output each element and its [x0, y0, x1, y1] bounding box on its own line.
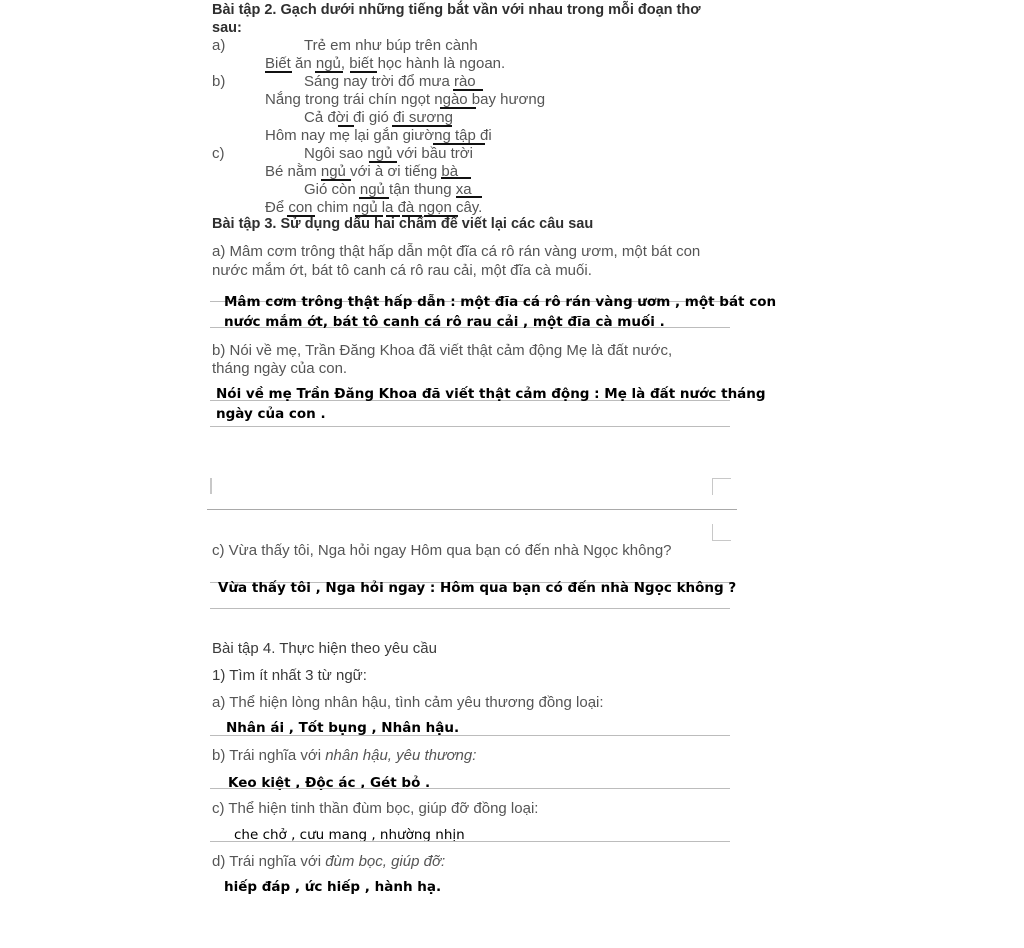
- poem-c-line4: Để con chim ngủ la đà ngọn cây.: [265, 199, 483, 216]
- answer-line: [210, 608, 730, 609]
- ex4-subtitle: 1) Tìm ít nhất 3 từ ngữ:: [212, 667, 367, 684]
- ex2-b-label: b): [212, 73, 226, 90]
- handwritten-underline: [315, 71, 343, 73]
- answer-line: [210, 788, 730, 789]
- handwritten-underline: [453, 89, 483, 91]
- poem-c-line1: Ngôi sao ngủ với bầu trời: [304, 145, 473, 162]
- answer-line: [210, 841, 730, 842]
- handwritten-underline: [440, 107, 476, 109]
- crop-mark: [712, 478, 731, 495]
- ex2-a-label: a): [212, 37, 226, 54]
- ex4-c-answer: che chở , cưu mang , nhường nhịn: [234, 827, 465, 843]
- poem-b-line2: Nắng trong trái chín ngọt ngào bay hương: [265, 91, 546, 108]
- handwritten-underline: [369, 161, 397, 163]
- handwritten-underline: [265, 71, 292, 73]
- ex3-c-answer: Vừa thấy tôi , Nga hỏi ngay : Hôm qua bạn có đến nhà Ngọc không ?: [218, 580, 737, 596]
- handwritten-underline: [456, 196, 482, 198]
- handwritten-underline: [433, 143, 485, 145]
- poem-a-line2: Biết ăn ngủ, biết học hành là ngoan.: [265, 55, 506, 72]
- poem-b-line4: Hôm nay mẹ lại gắn giường tập đi: [265, 127, 492, 144]
- ex3-b-question-line1: b) Nói về mẹ, Trần Đăng Khoa đã viết thật cảm động Mẹ là đất nước,: [212, 342, 673, 359]
- ex4-title: Bài tập 4. Thực hiện theo yêu cầu: [212, 640, 437, 657]
- ex3-b-answer-line2: ngày của con .: [216, 406, 326, 422]
- handwritten-underline: [350, 71, 377, 73]
- handwritten-underline: [392, 125, 452, 127]
- ex4-b-answer: Keo kiệt , Độc ác , Gét bỏ .: [228, 775, 431, 791]
- ex3-b-answer-line1: Nói về mẹ Trần Đăng Khoa đã viết thật cảm động : Mẹ là đất nước tháng: [216, 386, 766, 402]
- ex2-c-label: c): [212, 145, 225, 162]
- ex4-b-question: b) Trái nghĩa với nhân hậu, yêu thương:: [212, 747, 477, 764]
- ex3-a-answer-line1: Mâm cơm trông thật hấp dẫn : một đĩa cá rô rán vàng ươm , một bát con: [224, 294, 777, 310]
- ex3-b-question-line2: tháng ngày của con.: [212, 360, 348, 377]
- ex3-a-question-line2: nước mắm ớt, bát tô canh cá rô rau cải, một đĩa cà muối.: [212, 262, 592, 279]
- ex3-a-question-line1: a) Mâm cơm trông thật hấp dẫn một đĩa cá rô rán vàng ươm, một bát con: [212, 243, 701, 260]
- poem-a-line1: Trẻ em như búp trên cành: [304, 37, 478, 54]
- answer-line: [210, 426, 730, 427]
- poem-b-line1: Sáng nay trời đổ mưa rào: [304, 73, 476, 90]
- ex3-c-question: c) Vừa thấy tôi, Nga hỏi ngay Hôm qua bạn có đến nhà Ngọc không?: [212, 542, 672, 559]
- handwritten-underline: [441, 177, 471, 179]
- handwritten-underline: [359, 197, 389, 199]
- ex2-title-line1: Bài tập 2. Gạch dưới những tiếng bắt vần với nhau trong mỗi đoạn thơ: [212, 2, 701, 18]
- poem-c-line3: Gió còn ngủ tận thung xa: [304, 181, 472, 198]
- crop-mark: [210, 478, 212, 494]
- poem-c-line2: Bé nằm ngủ với à ơi tiếng bà: [265, 163, 459, 180]
- ex4-c-question: c) Thể hiện tinh thần đùm bọc, giúp đỡ đồng loại:: [212, 800, 539, 817]
- ex4-d-question: d) Trái nghĩa với đùm bọc, giúp đỡ:: [212, 853, 446, 870]
- answer-line: [210, 735, 730, 736]
- ex3-title: Bài tập 3. Sử dụng dấu hai chấm để viết lại các câu sau: [212, 216, 594, 232]
- ex3-a-answer-line2: nước mắm ớt, bát tô canh cá rô rau cải , một đĩa cà muối .: [224, 314, 665, 330]
- ex2-title-line2: sau:: [212, 20, 242, 36]
- crop-mark: [712, 524, 731, 541]
- ex4-a-question: a) Thể hiện lòng nhân hậu, tình cảm yêu thương đồng loại:: [212, 694, 604, 711]
- handwritten-underline: [338, 125, 354, 127]
- poem-b-line3: Cả đời đi gió đi sương: [304, 109, 453, 126]
- ex4-a-answer: Nhân ái , Tốt bụng , Nhân hậu.: [226, 720, 460, 736]
- handwritten-underline: [321, 179, 351, 181]
- ex4-d-answer: hiếp đáp , ức hiếp , hành hạ.: [224, 879, 442, 895]
- divider: [207, 509, 737, 510]
